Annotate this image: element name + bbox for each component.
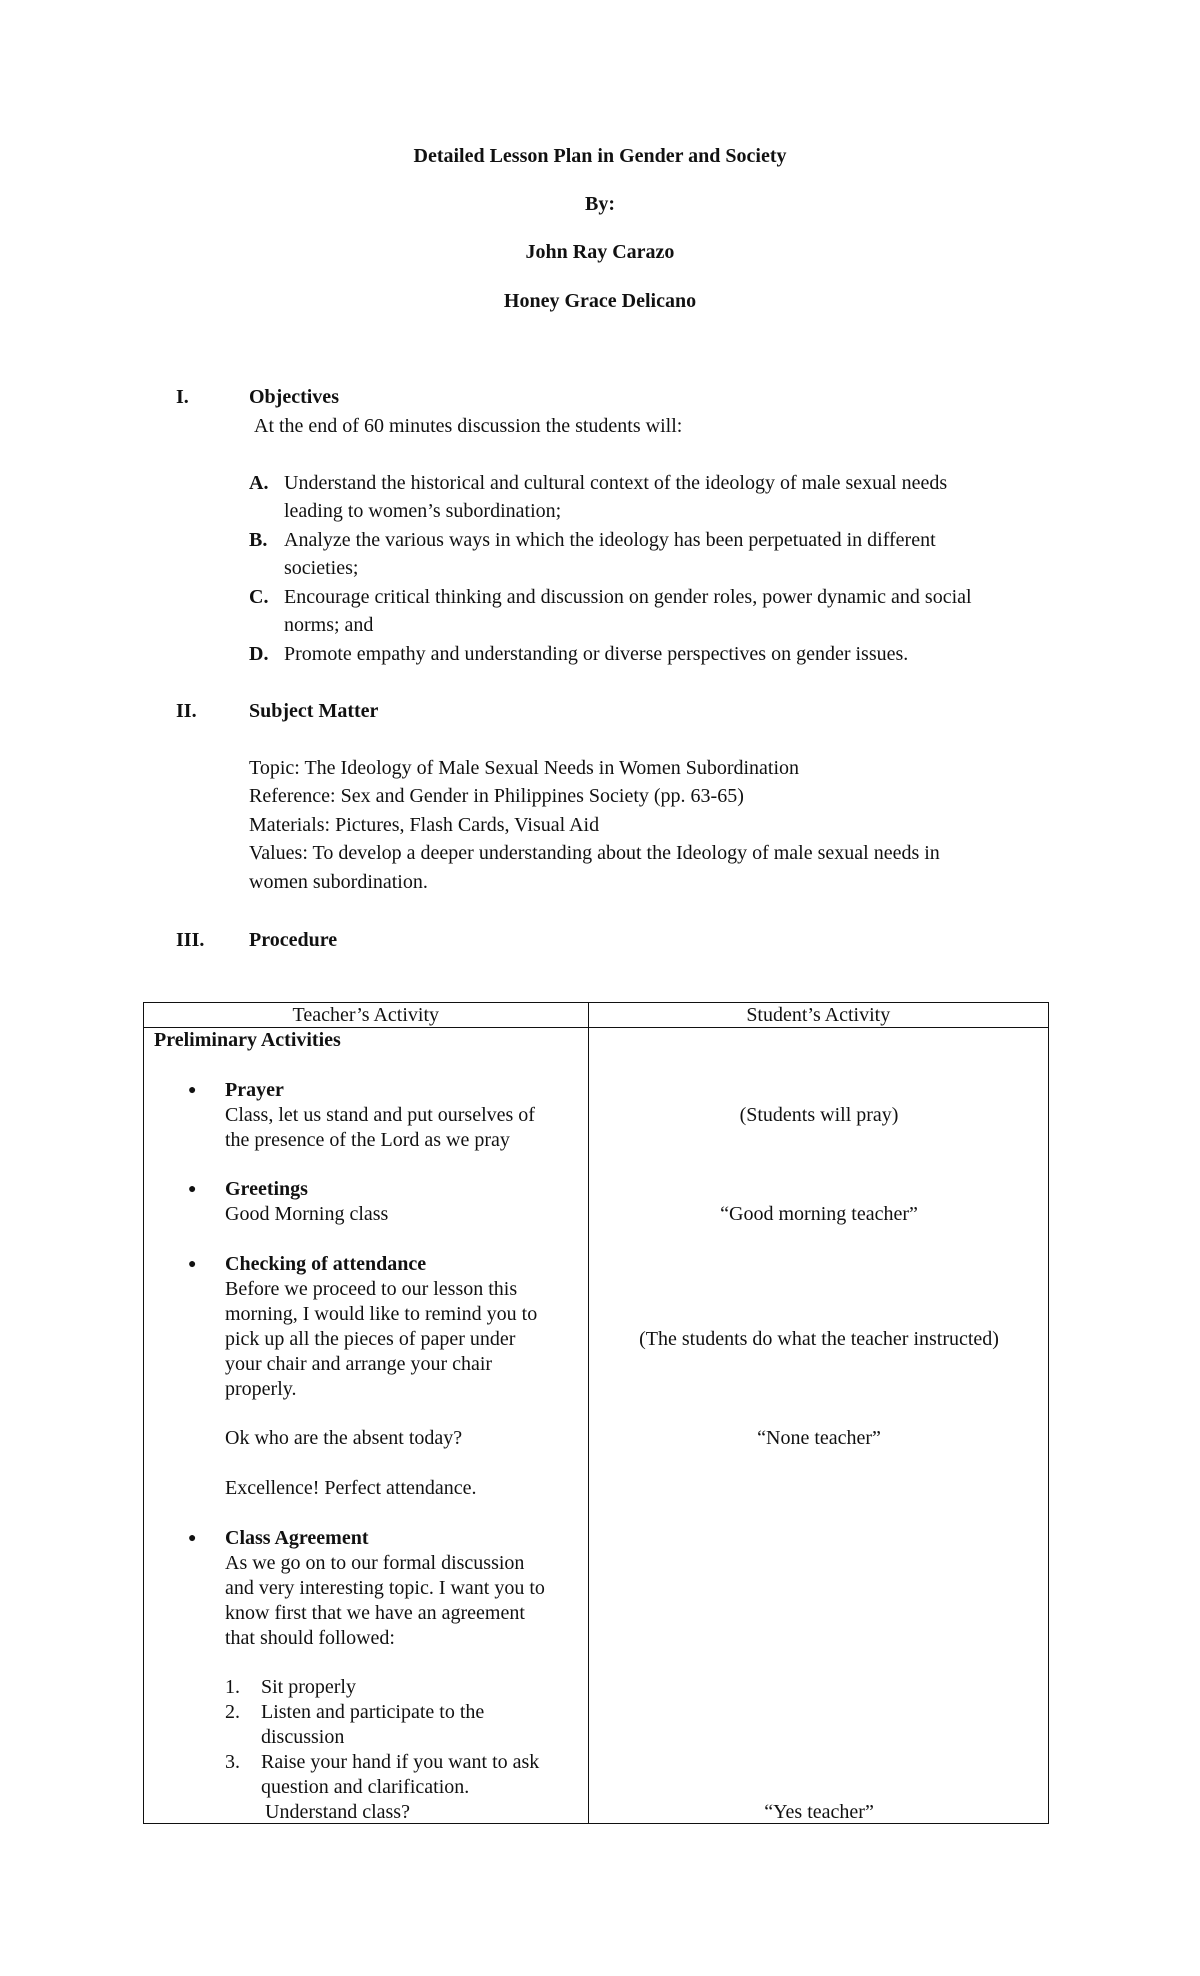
objective-item-d	[249, 640, 1039, 668]
subject-topic: Topic: The Ideology of Male Sexual Needs in Women Subordination	[249, 757, 800, 779]
objective-text: Understand the historical and cultural context of the ideology of male sexual needs	[284, 472, 948, 494]
attendance-text-line: pick up all the pieces of paper under	[225, 1328, 516, 1350]
attendance-title: Checking of attendance	[225, 1253, 427, 1275]
rule-number: 2.	[225, 1701, 240, 1723]
teacher-activity-cell	[144, 1028, 588, 1823]
author-1: John Ray Carazo	[525, 241, 675, 263]
agreement-text-line: and very interesting topic. I want you to	[225, 1577, 545, 1599]
objective-letter: A.	[249, 472, 269, 494]
student-response-absent: “None teacher”	[757, 1427, 881, 1449]
bullet-icon: ●	[188, 1182, 197, 1197]
greetings-title: Greetings	[225, 1178, 308, 1200]
student-response-instruction: (The students do what the teacher instructed)	[639, 1328, 999, 1350]
author-2: Honey Grace Delicano	[503, 290, 697, 312]
rule-text: Raise your hand if you want to ask	[261, 1751, 540, 1773]
subject-materials: Materials: Pictures, Flash Cards, Visual Aid	[249, 814, 600, 836]
student-response-pray: (Students will pray)	[739, 1104, 899, 1126]
prayer-text-line: Class, let us stand and put ourselves of	[225, 1104, 535, 1126]
agreement-text-line: As we go on to our formal discussion	[225, 1552, 525, 1574]
bullet-icon: ●	[188, 1531, 197, 1546]
attendance-text-line: properly.	[225, 1378, 297, 1400]
objective-letter: C.	[249, 586, 269, 608]
by-label: By:	[585, 193, 615, 215]
rule-text-cont: question and clarification.	[261, 1776, 470, 1798]
objective-text: Encourage critical thinking and discussion on gender roles, power dynamic and social	[284, 586, 972, 608]
objectives-intro: At the end of 60 minutes discussion the students will:	[254, 415, 683, 437]
rule-text: Listen and participate to the	[261, 1701, 485, 1723]
student-activity-cell	[589, 1028, 1048, 1823]
section-number-subject-matter: II.	[176, 700, 197, 722]
prayer-title: Prayer	[225, 1079, 284, 1101]
perfect-attendance: Excellence! Perfect attendance.	[225, 1477, 477, 1499]
procedure-table	[143, 1002, 1049, 1824]
agreement-text-line: know first that we have an agreement	[225, 1602, 525, 1624]
rule-number: 3.	[225, 1751, 240, 1773]
section-heading-objectives: Objectives	[249, 386, 339, 408]
bullet-icon: ●	[188, 1083, 197, 1098]
objective-letter: B.	[249, 529, 268, 551]
objective-text: Promote empathy and understanding or diverse perspectives on gender issues.	[284, 643, 909, 665]
rule-number: 1.	[225, 1676, 240, 1698]
prayer-text-line: the presence of the Lord as we pray	[225, 1129, 510, 1151]
student-response-understand: “Yes teacher”	[764, 1801, 874, 1823]
subject-values: Values: To develop a deeper understanding about the Ideology of male sexual needs in	[249, 842, 940, 864]
objective-text-cont: leading to women’s subordination;	[284, 500, 562, 522]
objective-item-b	[249, 526, 1039, 582]
section-heading-subject-matter: Subject Matter	[249, 700, 379, 722]
objective-item-c	[249, 583, 1039, 639]
student-activity-header: Student’s Activity	[588, 1003, 1048, 1028]
objective-text-cont: norms; and	[284, 614, 374, 636]
attendance-text-line: your chair and arrange your chair	[225, 1353, 493, 1375]
understand-question: Understand class?	[265, 1801, 410, 1823]
section-number-procedure: III.	[176, 929, 205, 951]
subject-values-cont: women subordination.	[249, 871, 428, 893]
section-heading-procedure: Procedure	[249, 929, 338, 951]
teacher-activity-header: Teacher’s Activity	[144, 1003, 589, 1028]
objective-text: Analyze the various ways in which the ideology has been perpetuated in different	[284, 529, 936, 551]
section-number-objectives: I.	[176, 386, 189, 408]
student-response-greeting: “Good morning teacher”	[720, 1203, 918, 1225]
agreement-text-line: that should followed:	[225, 1627, 395, 1649]
rule-text: Sit properly	[261, 1676, 356, 1698]
attendance-text-line: morning, I would like to remind you to	[225, 1303, 538, 1325]
greetings-text: Good Morning class	[225, 1203, 389, 1225]
document-title: Detailed Lesson Plan in Gender and Society	[413, 145, 787, 167]
objective-text-cont: societies;	[284, 557, 359, 579]
preliminary-activities-heading: Preliminary Activities	[154, 1029, 341, 1051]
subject-reference: Reference: Sex and Gender in Philippines Society (pp. 63-65)	[249, 785, 744, 807]
rule-text-cont: discussion	[261, 1726, 345, 1748]
bullet-icon: ●	[188, 1257, 197, 1272]
class-agreement-title: Class Agreement	[225, 1527, 369, 1549]
attendance-text-line: Before we proceed to our lesson this	[225, 1278, 518, 1300]
objective-item-a	[249, 469, 1039, 525]
objective-letter: D.	[249, 643, 269, 665]
absent-question: Ok who are the absent today?	[225, 1427, 463, 1449]
